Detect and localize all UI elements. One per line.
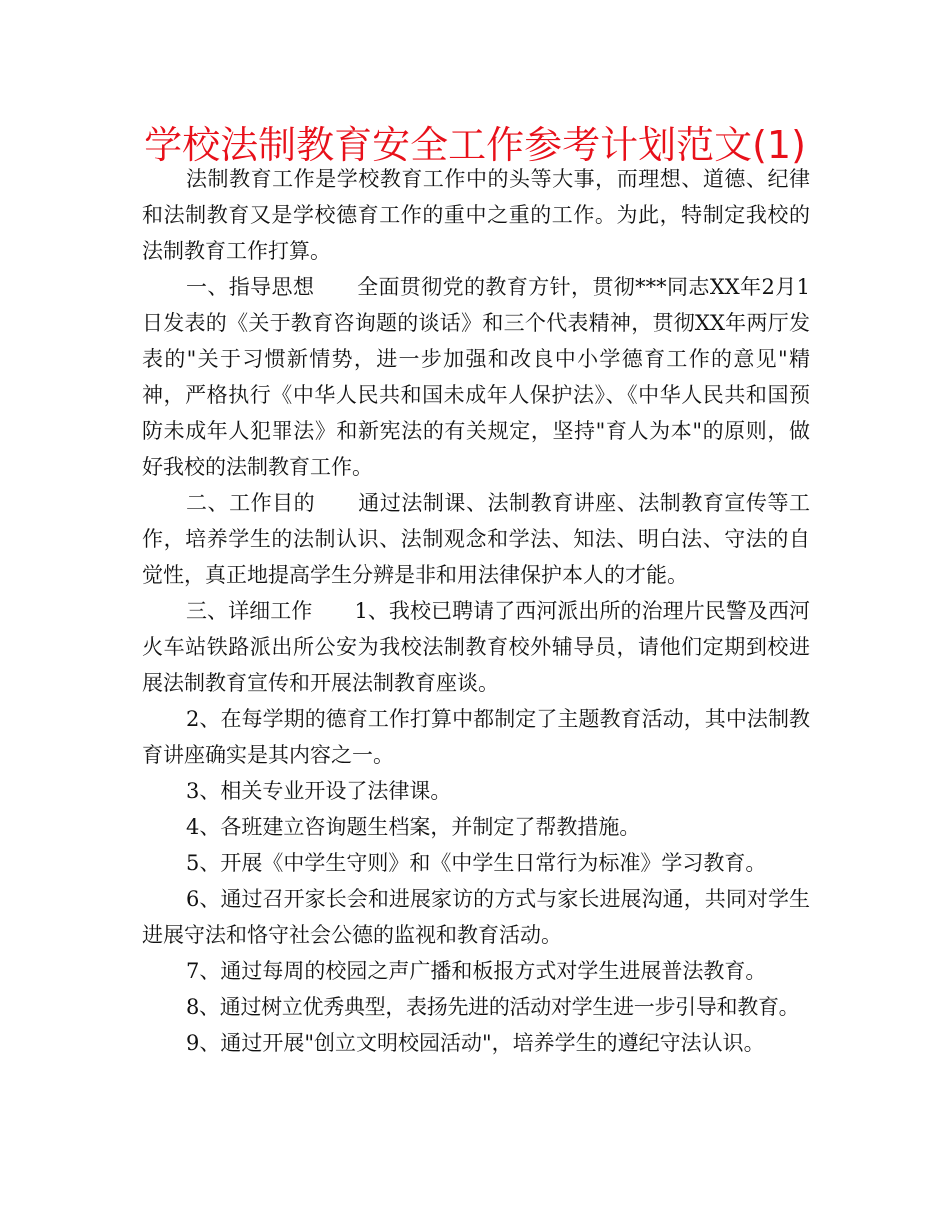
paragraph-specific-work-3: 3、相关专业开设了法律课。 xyxy=(186,779,452,803)
paragraph-guiding-thought: 一、指导思想 全面贯彻党的教育方针，贯彻***同志XX年2月1日发表的《关于教育咨询题的谈话》和三个代表精神，贯彻XX年两厅发表的"关于习惯新情势，进一步加强和改良中小学德育工作的意见"精神，严格执行《中华人民共和国未成年人保护法》、《中华人民共和国预防未成年人犯罪法》和新宪法的有关规定，坚持"育人为本"的原则，做好我校的法制教育工作。 xyxy=(142,275,810,479)
paragraph-specific-work-4: 4、各班建立咨询题生档案，并制定了帮教措施。 xyxy=(186,815,641,839)
paragraph-specific-work-9: 9、通过开展"创立文明校园活动"，培养学生的遵纪守法认识。 xyxy=(186,1031,765,1055)
paragraph-specific-work-1: 三、详细工作 1、我校已聘请了西河派出所的治理片民警及西河火车站铁路派出所公安为我校法制教育校外辅导员，请他们定期到校进展法制教育宣传和开展法制教育座谈。 xyxy=(142,599,810,695)
paragraph-specific-work-8: 8、通过树立优秀典型，表扬先进的活动对学生进一步引导和教育。 xyxy=(186,995,800,1019)
paragraph-specific-work-6: 6、通过召开家长会和进展家访的方式与家长进展沟通，共同对学生进展守法和恪守社会公德的监视和教育活动。 xyxy=(142,887,810,947)
paragraph-intro: 法制教育工作是学校教育工作中的头等大事，而理想、道德、纪律和法制教育又是学校德育工作的重中之重的工作。为此，特制定我校的法制教育工作打算。 xyxy=(142,167,810,263)
document-title: 学校法制教育安全工作参考计划范文(1) xyxy=(144,123,806,167)
paragraph-specific-work-7: 7、通过每周的校园之声广播和板报方式对学生进展普法教育。 xyxy=(186,959,767,983)
paragraph-specific-work-5: 5、开展《中学生守则》和《中学生日常行为标准》学习教育。 xyxy=(186,851,767,875)
document-body xyxy=(142,161,810,1061)
paragraph-specific-work-2: 2、在每学期的德育工作打算中都制定了主题教育活动，其中法制教育讲座确实是其内容之一。 xyxy=(142,707,810,767)
paragraph-work-goal: 二、工作目的 通过法制课、法制教育讲座、法制教育宣传等工作，培养学生的法制认识、法制观念和学法、知法、明白法、守法的自觉性，真正地提高学生分辨是非和用法律保护本人的才能。 xyxy=(142,491,810,587)
